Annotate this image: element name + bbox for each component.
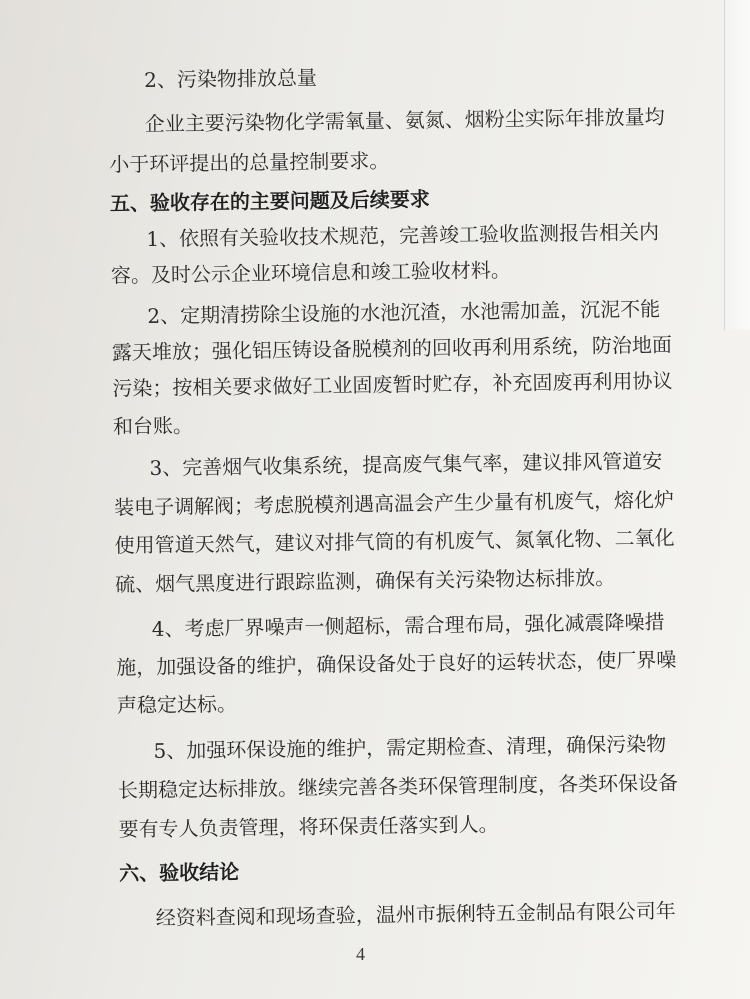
paragraph-line: 污染；按相关要求做好工业固废暂时贮存，补充固废再利用协议 [112, 368, 673, 401]
page-number: 4 [356, 944, 365, 964]
paragraph-line: 施，加强设备的维护，确保设备处于良好的运转状态，使厂界噪 [116, 647, 677, 680]
paragraph-line: 要有专人负责管理，将环保责任落实到人。 [118, 812, 499, 842]
paragraph-line: 容。及时公示企业环境信息和竣工验收材料。 [110, 257, 511, 288]
paragraph-line: 声稳定达标。 [116, 691, 238, 718]
paragraph-line: 露天堆放；强化铝压铸设备脱模剂的回收再利用系统，防治地面 [111, 332, 673, 365]
paragraph-line: 和台账。 [112, 413, 194, 439]
paragraph-line: 小于环评提出的总量控制要求。 [109, 148, 390, 177]
paragraph-line: 装电子调解阀；考虑脱模剂遇高温会产生少量有机废气，熔化炉 [113, 487, 675, 520]
paragraph-line: 使用管道天然气，建议对排气筒的有机废气、氮氧化物、二氧化 [114, 525, 675, 558]
paragraph-line: 长期稳定达标排放。继续完善各类环保管理制度，各类环保设备 [117, 770, 679, 803]
subsection-heading-emissions-total: 2、污染物排放总量 [143, 65, 318, 92]
section-heading-6: 六、验收结论 [119, 859, 240, 886]
paragraph-line: 企业主要污染物化学需氧量、氨氮、烟粉尘实际年排放量均 [144, 104, 665, 136]
paragraph-line: 5、加强环保设施的维护，需定期检查、清理，确保污染物 [153, 731, 667, 763]
section-heading-5: 五、验收存在的主要问题及后续要求 [109, 187, 430, 216]
paragraph-line: 经资料查阅和现场查验，温州市振俐特五金制品有限公司年 [155, 898, 676, 930]
paragraph-line: 2、定期清捞除尘设施的水池沉渣，水池需加盖，沉泥不能 [147, 296, 661, 328]
paragraph-line: 硫、烟气黑度进行跟踪监测，确保有关污染物达标排放。 [115, 565, 616, 597]
paragraph-line: 4、考虑厂界噪声一侧超标，需合理布局，强化减震降噪措 [151, 609, 665, 641]
paragraph-line: 1、依照有关验收技术规范，完善竣工验收监测报告相关内 [146, 219, 660, 251]
paragraph-line: 3、完善烟气收集系统，提高废气集气率，建议排风管道安 [149, 448, 663, 480]
